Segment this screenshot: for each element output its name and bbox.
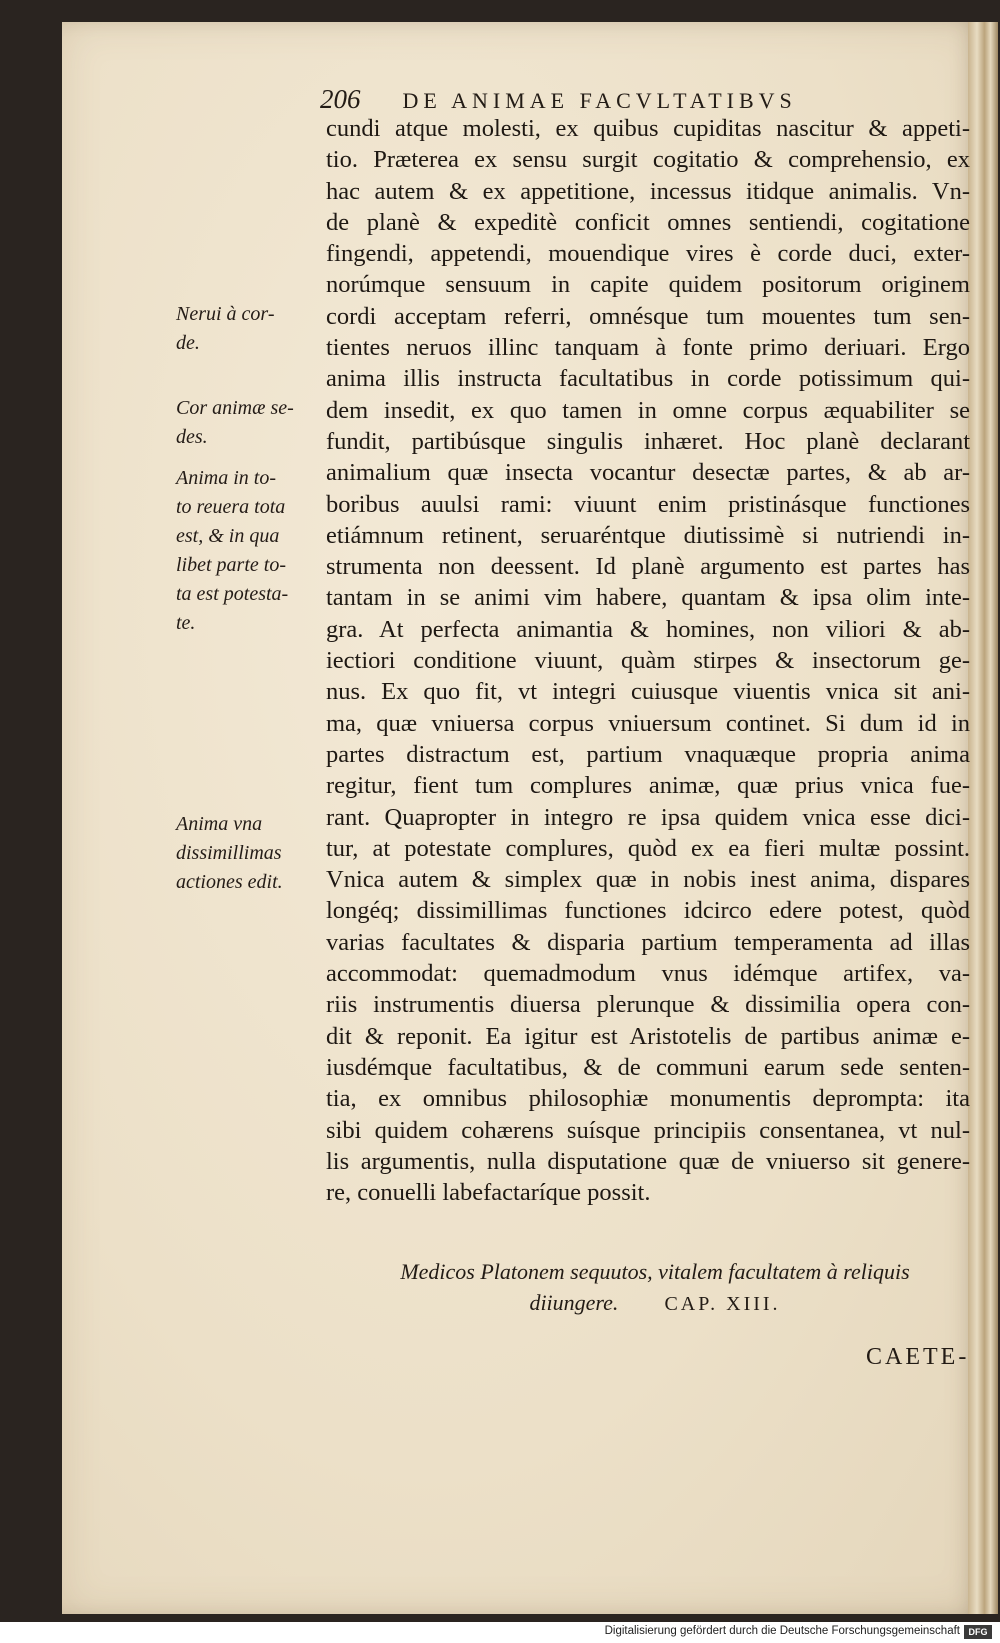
text-line: re, conuelli labefactaríque possit. [326,1179,651,1207]
dfg-logo-icon: DFG [964,1625,992,1639]
footer-credit: Digitalisierung gefördert durch die Deutsche Forschungsgemeinschaft [604,1625,960,1637]
text-line: animalium quæ insecta vocantur desectæ partes, & ab ar- [326,459,970,487]
text-line: accommodat: quemadmodum vnus idémque artifex, va- [326,960,970,988]
text-line: longéq; dissimillimas functiones idcirco edere potest, quòd [326,897,970,925]
text-line: iusdémque facultatibus, & de communi earum sede senten- [326,1053,970,1081]
page-edge [968,22,998,1614]
text-line: tur, at potestate complures, quòd ex ea fieri multæ possint. [326,834,970,862]
text-line: dit & reponit. Ea igitur est Aristotelis de partibus animæ e- [326,1022,970,1050]
marginal-note-line: de. [176,332,200,354]
text-line: boribus auulsi rami: viuunt enim pristinásque functiones [326,490,970,518]
text-line: varias facultates & disparia partium temperamenta ad illas [326,928,970,956]
marginal-note-anima-vna [176,810,311,897]
text-line: fundit, partibúsque singulis inhæret. Hoc planè declarant [326,427,970,455]
running-head: DE ANIMAE FACVLTATIBVS [402,88,797,113]
text-line: etiámnum retinent, seruaréntque diutissimè si nutriendi in- [326,521,970,549]
marginal-note-anima-in-toto [176,464,311,638]
text-line: tia, ex omnibus philosophiæ monumentis deprompta: ita [326,1085,970,1113]
marginal-note-line: Cor animæ se- [176,397,294,419]
text-line: partes distractum est, partium vnaquæque propria anima [326,740,970,768]
text-line: de planè & expeditè conficit omnes sentiendi, cogitatione [326,208,970,236]
text-line: dem insedit, ex quo tamen in omne corpus æquabiliter se [326,396,970,424]
chapter-heading-line: Medicos Platonem sequutos, vitalem facultatem à reliquis [400,1259,910,1284]
text-line: tio. Præterea ex sensu surgit cogitatio & comprehensio, ex [326,146,970,174]
text-line: riis instrumentis diuersa plerunque & dissimilia opera con- [326,991,970,1019]
catchword: CAETE- [866,1344,970,1370]
chapter-heading-text: diiungere. [529,1290,619,1315]
text-line: lis argumentis, nulla disputatione quæ de vniuerso sit genere- [326,1147,970,1175]
body-text [326,113,970,1208]
marginal-note-line: Anima in to- [176,467,276,489]
digitization-footer [0,1622,1000,1643]
text-line: regitur, fient tum complures animæ, quæ prius vnica fue- [326,772,970,800]
text-line: fingendi, appetendi, mouendique vires è corde duci, exter- [326,240,970,268]
text-line: hac autem & ex appetitione, incessus itidque animalis. Vn- [326,177,970,205]
chapter-heading-line-2 [360,1287,950,1320]
marginal-note-line: est, & in qua [176,525,280,547]
marginal-note-line: des. [176,426,208,448]
marginal-note-line: Anima vna [176,813,263,835]
text-line: anima illis instructa facultatibus in corde potissimum qui- [326,365,970,393]
marginal-note-line: actiones edit. [176,871,283,893]
text-line: rant. Quapropter in integro re ipsa quidem vnica esse dici- [326,803,970,831]
marginal-note-line: to reuera tota [176,496,286,518]
page-header [320,84,880,115]
text-line: iectiori conditione viuunt, quàm stirpes & insectorum ge- [326,647,970,675]
marginal-note-line: Nerui à cor- [176,303,275,325]
text-line: norúmque sensuum in capite quidem positorum originem [326,271,970,299]
text-line: tantam in se animi vim habere, quantam & ipsa olim inte- [326,584,970,612]
marginal-note-nerui [176,300,311,358]
marginal-note-line: dissimillimas [176,842,282,864]
chapter-heading [360,1256,950,1320]
chapter-number: CAP. XIII. [664,1293,781,1315]
marginal-note-line: ta est potesta- [176,583,289,605]
text-line: gra. At perfecta animantia & homines, non viliori & ab- [326,615,970,643]
marginal-note-cor [176,394,311,452]
text-line: sibi quidem cohærens suísque principiis consentanea, vt nul- [326,1116,970,1144]
text-line: Vnica autem & simplex quæ in nobis inest anima, dispares [326,866,970,894]
marginal-note-line: libet parte to- [176,554,286,576]
marginal-note-line: te. [176,612,196,634]
text-line: nus. Ex quo fit, vt integri cuiusque viuentis vnica sit ani- [326,678,970,706]
text-line: ma, quæ vniuersa corpus vniuersum continet. Si dum id in [326,709,970,737]
text-line: cundi atque molesti, ex quibus cupiditas nascitur & appeti- [326,115,970,142]
text-line: strumenta non deessent. Id planè argumento est partes has [326,553,970,581]
text-line: tientes neruos illinc tanquam à fonte primo deriuari. Ergo [326,334,970,362]
page-number: 206 [320,84,361,114]
text-line: cordi acceptam referri, omnésque tum mouentes tum sen- [326,302,970,330]
